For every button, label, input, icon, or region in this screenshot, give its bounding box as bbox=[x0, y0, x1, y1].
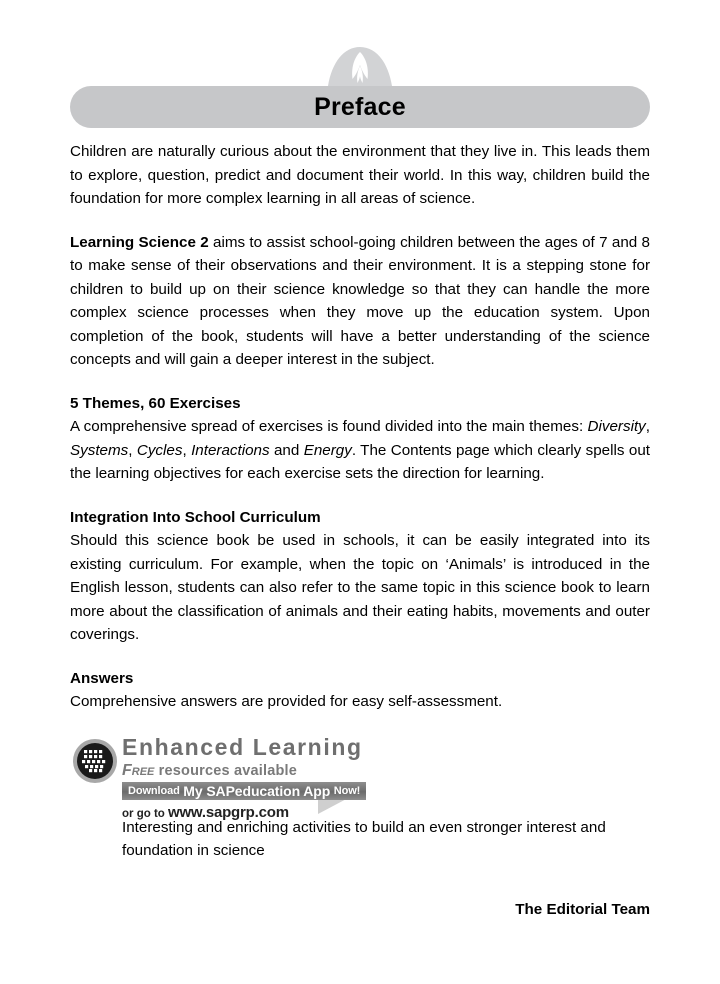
promo-website-line[interactable] bbox=[122, 804, 363, 823]
themes-text-after: . The Contents page which clearly spells out the learning objectives for each exercise sets the direction for learning. bbox=[70, 441, 650, 482]
page-title-bar bbox=[70, 86, 650, 128]
about-book-paragraph bbox=[70, 231, 650, 372]
editorial-signature: The Editorial Team bbox=[515, 901, 650, 918]
free-rest: resources available bbox=[154, 762, 298, 779]
section-themes bbox=[70, 392, 650, 486]
ribbon-prefix: Download bbox=[128, 784, 180, 797]
enhanced-learning-promo bbox=[70, 733, 650, 859]
theme-sep-3: , bbox=[182, 441, 192, 459]
promo-text-lines bbox=[122, 734, 363, 823]
free-resources-line bbox=[122, 761, 363, 781]
section-answers bbox=[70, 667, 650, 714]
ribbon-suffix: Now! bbox=[333, 784, 361, 797]
themes-text-before: A comprehensive spread of exercises is found divided into the main themes: bbox=[70, 418, 588, 435]
page-title: Preface bbox=[314, 92, 406, 121]
section-answers-heading: Answers bbox=[70, 669, 134, 687]
theme-energy: Energy bbox=[303, 441, 352, 459]
app-ribbon-wrap bbox=[122, 782, 361, 802]
theme-diversity: Diversity bbox=[587, 418, 646, 435]
film-strip-circle-icon bbox=[72, 738, 118, 784]
url-prefix: or go to bbox=[122, 807, 168, 820]
promo-url[interactable]: www.sapgrp.com bbox=[168, 803, 289, 821]
theme-sep-1: , bbox=[645, 418, 650, 435]
promo-caption: Interesting and enriching activities to build an even stronger interest and foundation in science bbox=[122, 818, 606, 859]
section-answers-body: Comprehensive answers are provided for easy self-assessment. bbox=[70, 693, 503, 710]
theme-conjunction: and bbox=[269, 441, 304, 459]
preface-content bbox=[70, 140, 651, 859]
enhanced-learning-wordmark: Enhanced Learning bbox=[122, 733, 363, 760]
section-themes-heading: 5 Themes, 60 Exercises bbox=[70, 394, 241, 412]
theme-systems: Systems bbox=[70, 441, 129, 459]
about-book-rest: aims to assist school-going children between the ages of 7 and 8 to make sense of their observations and their environment. It is a stepping stone for children to build up on their science knowledge so that they can handle the more complex science processes when they move up the education system. Upon completion of the book, students will have a better understanding of the science concepts and will gain a deeper interest in the subject. bbox=[70, 233, 651, 368]
theme-sep-2: , bbox=[128, 441, 137, 459]
section-curriculum-body: Should this science book be used in schools, it can be easily integrated into its existing curriculum. For example, when the topic on ‘Animals’ is introduced in the English lesson, students can also refer to the same topic in this science book to learn more about the classification of animals and their eating habits, movements and outer coverings. bbox=[70, 532, 650, 643]
theme-interactions: Interactions bbox=[191, 441, 270, 459]
section-curriculum bbox=[70, 506, 650, 647]
intro-paragraph: Children are naturally curious about the environment that they live in. This leads them to explore, question, predict and document their world. In this way, children build the foundation for more complex learning in all areas of science. bbox=[70, 143, 650, 207]
free-word: Free bbox=[122, 761, 155, 779]
book-title-bold: Learning Science 2 bbox=[70, 233, 209, 251]
section-themes-body bbox=[70, 415, 650, 486]
section-curriculum-heading: Integration Into School Curriculum bbox=[70, 508, 321, 526]
ribbon-main: My SAPeducation App bbox=[183, 782, 331, 799]
theme-cycles: Cycles bbox=[136, 441, 183, 459]
download-app-ribbon[interactable] bbox=[122, 782, 366, 800]
